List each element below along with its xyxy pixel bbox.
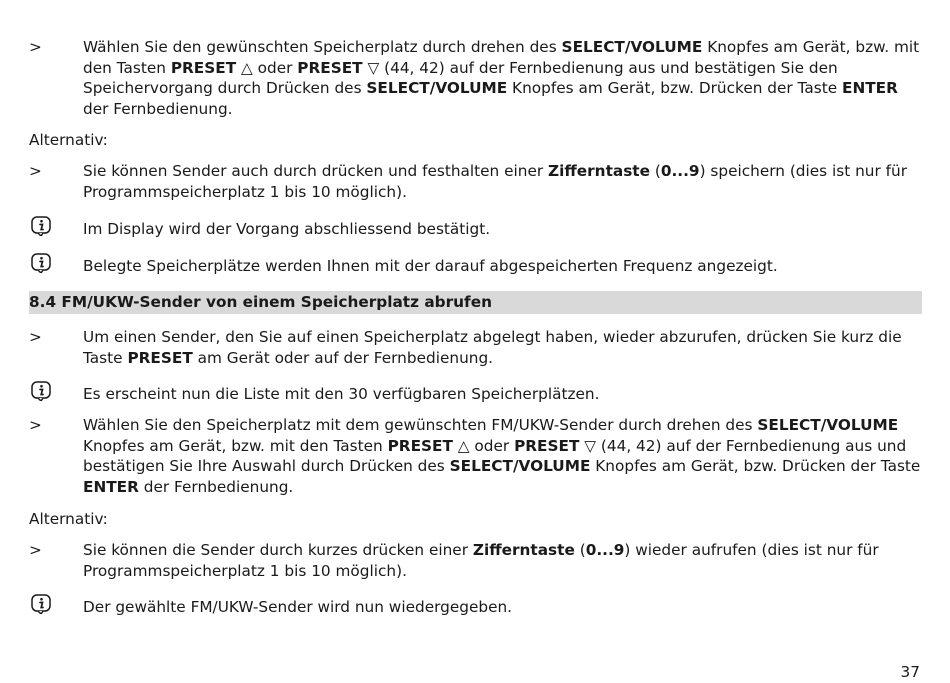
key-name: SELECT/VOLUME	[449, 457, 591, 476]
bullet-marker: >	[29, 541, 42, 559]
info-note	[29, 597, 922, 618]
info-note	[29, 384, 922, 405]
bullet-marker: >	[29, 162, 42, 180]
text-run: ▽ (44, 42) auf der Fernbedienung aus und bestätigen Sie den Speichervorgang durch Drücken des	[83, 58, 838, 98]
text-run: △ oder	[236, 58, 298, 77]
key-name: SELECT/VOLUME	[757, 416, 899, 434]
key-name: PRESET	[514, 436, 580, 455]
key-name: ENTER	[842, 79, 898, 98]
text-run: Wählen Sie den gewünschten Speicherplatz durch drehen des	[83, 38, 562, 56]
key-name: Zifferntaste	[548, 162, 650, 180]
key-name: Zifferntaste	[472, 541, 575, 559]
info-text: Es erscheint nun die Liste mit den 30 verfügbaren Speicherplätzen.	[83, 385, 600, 403]
text-run: der Fernbedienung.	[138, 477, 294, 496]
text-run: ) speichern (dies ist nur für Programmspeicherplatz 1 bis 10 möglich).	[83, 162, 908, 201]
text-run: ▽ (44, 42) auf der Fernbedienung aus und bestätigen Sie Ihre Auswahl durch Drücken des	[83, 436, 907, 476]
info-text: Belegte Speicherplätze werden Ihnen mit der darauf abgespeicherten Frequenz angezeigt.	[83, 257, 778, 275]
text-run: ) wieder aufrufen (dies ist nur für Programmspeicherplatz 1 bis 10 möglich).	[83, 541, 879, 580]
key-name: SELECT/VOLUME	[366, 79, 508, 98]
text-run: Um einen Sender, den Sie auf einen Speicherplatz abgelegt haben, wieder abzurufen, drücken Sie kurz die Taste	[83, 328, 902, 367]
instruction-number-key-store	[29, 161, 922, 202]
info-icon	[31, 216, 51, 236]
text-run: Sie können die Sender durch kurzes drücken einer	[83, 541, 473, 559]
key-name: SELECT/VOLUME	[561, 38, 703, 56]
info-note	[29, 219, 922, 240]
info-note	[29, 256, 922, 277]
instruction-number-key-recall	[29, 540, 922, 581]
key-name: PRESET	[170, 58, 237, 77]
info-text: Im Display wird der Vorgang abschliessend bestätigt.	[83, 220, 491, 238]
bullet-marker: >	[29, 416, 42, 434]
text-run: Wählen Sie den Speicherplatz mit dem gewünschten FM/UKW-Sender durch drehen des	[83, 416, 758, 434]
section-heading: 8.4 FM/UKW-Sender von einem Speicherplatz abrufen	[29, 291, 922, 314]
instruction-text	[83, 37, 922, 119]
alternative-label: Alternativ:	[29, 510, 108, 528]
instruction-recall-preset	[29, 327, 922, 368]
key-name: 0...9	[585, 541, 625, 559]
info-text: Der gewählte FM/UKW-Sender wird nun wiedergegeben.	[83, 598, 513, 616]
instruction-select-preset-slot	[29, 37, 922, 119]
text-run: Knopfes am Gerät, bzw. Drücken der Taste	[507, 79, 842, 98]
info-icon	[31, 253, 51, 273]
text-run: Knopfes am Gerät, bzw. mit den Tasten	[83, 436, 388, 455]
info-icon	[31, 381, 51, 401]
text-run: Knopfes am Gerät, bzw. Drücken der Taste	[590, 457, 921, 476]
key-name: PRESET	[387, 436, 453, 455]
key-name: ENTER	[83, 477, 139, 496]
text-run: (	[574, 541, 586, 559]
text-run: am Gerät oder auf der Fernbedienung.	[192, 348, 494, 367]
instruction-text	[83, 540, 922, 581]
text-run: Knopfes am Gerät, bzw. mit den Tasten	[83, 38, 920, 77]
info-icon	[31, 594, 51, 614]
instruction-select-station	[29, 415, 922, 497]
page-number: 37	[900, 663, 920, 681]
text-run: der Fernbedienung.	[83, 99, 233, 118]
text-run: Sie können Sender auch durch drücken und festhalten einer	[83, 162, 549, 180]
instruction-text	[83, 161, 922, 202]
text-run: △ oder	[452, 436, 515, 455]
instruction-text	[83, 415, 922, 497]
bullet-marker: >	[29, 38, 42, 56]
bullet-marker: >	[29, 328, 42, 346]
alternative-label: Alternativ:	[29, 131, 108, 149]
key-name: PRESET	[297, 58, 363, 77]
instruction-text	[83, 327, 922, 368]
key-name: 0...9	[660, 162, 700, 180]
text-run: (	[650, 162, 661, 180]
key-name: PRESET	[127, 348, 193, 367]
